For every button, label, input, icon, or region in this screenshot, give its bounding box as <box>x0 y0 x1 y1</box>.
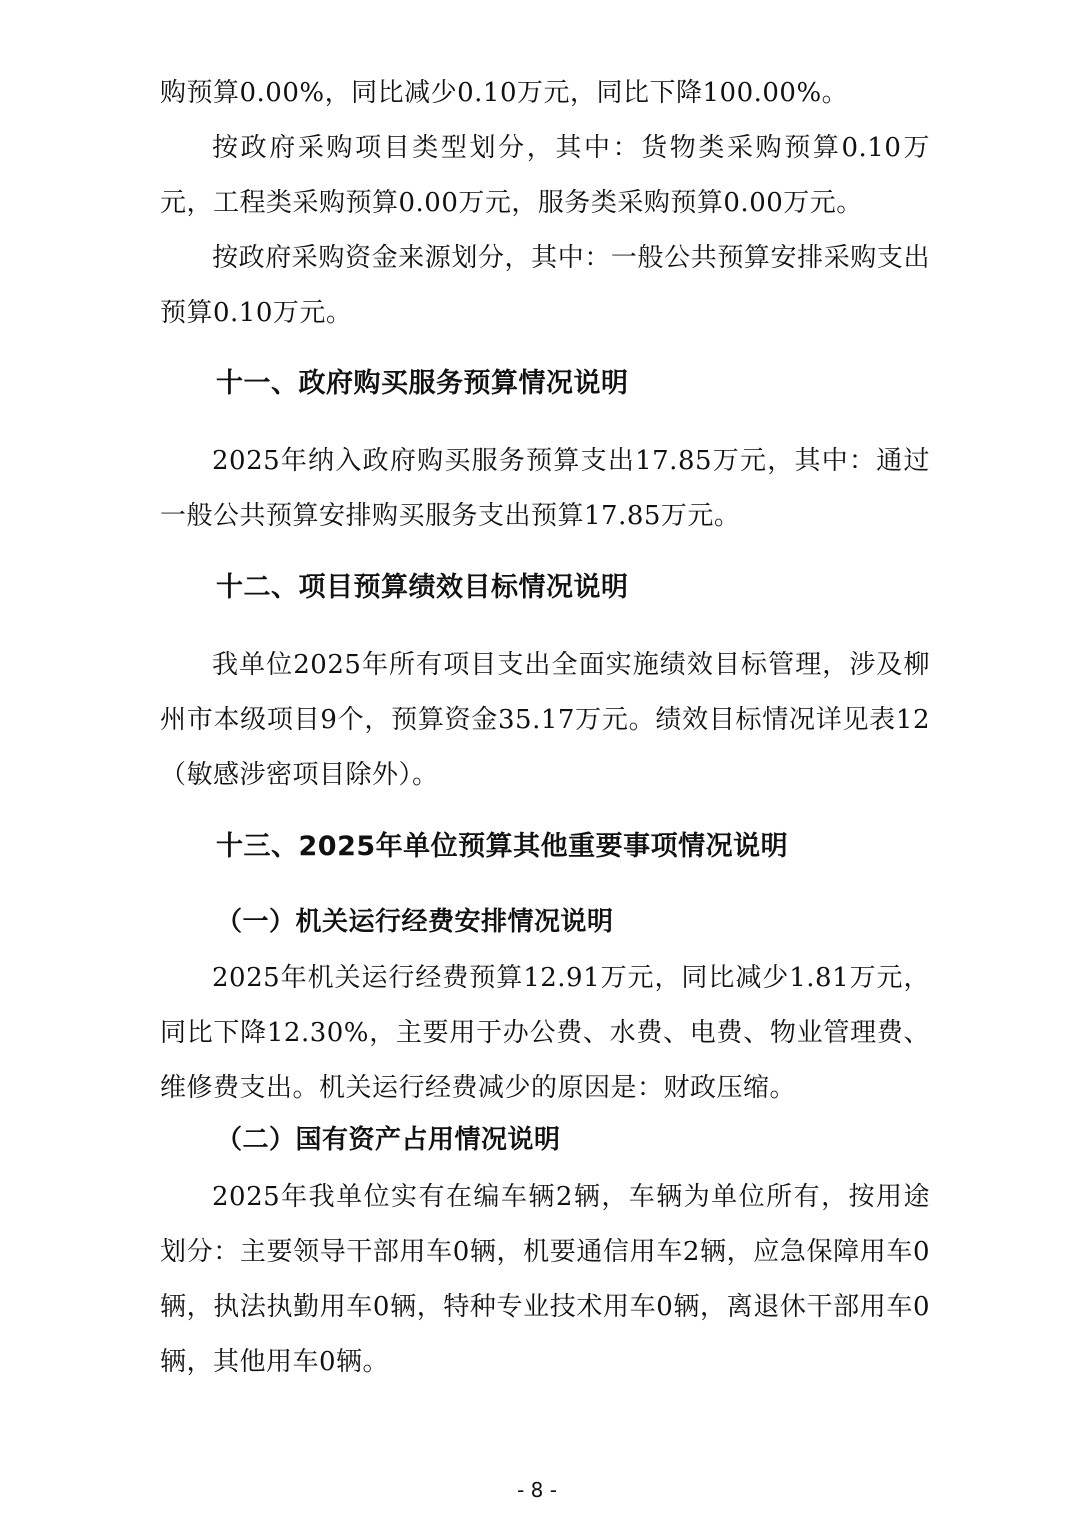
paragraph-procurement-by-type: 按政府采购项目类型划分，其中：货物类采购预算0.10万元，工程类采购预算0.00万元，服务类采购预算0.00万元。 <box>160 133 930 218</box>
section-heading-13: 十三、2025年单位预算其他重要事项情况说明 <box>216 831 789 862</box>
subsection-heading-2: （二）国有资产占用情况说明 <box>216 1125 561 1155</box>
paragraph-performance-goals: 我单位2025年所有项目支出全面实施绩效目标管理，涉及柳州市本级项目9个，预算资金35.17万元。绩效目标情况详见表12（敏感涉密项目除外）。 <box>160 650 930 790</box>
paragraph-operating-expenses: 2025年机关运行经费预算12.91万元，同比减少1.81万元，同比下降12.30%，主要用于办公费、水费、电费、物业管理费、维修费支出。机关运行经费减少的原因是：财政压缩。 <box>160 963 930 1103</box>
section-heading-12: 十二、项目预算绩效目标情况说明 <box>216 572 629 603</box>
paragraph-state-assets: 2025年我单位实有在编车辆2辆，车辆为单位所有，按用途划分：主要领导干部用车0辆，机要通信用车2辆，应急保障用车0辆，执法执勤用车0辆，特种专业技术用车0辆，离退休干部用车0辆，其他用车0辆。 <box>160 1182 930 1377</box>
paragraph-service-purchase: 2025年纳入政府购买服务预算支出17.85万元，其中：通过一般公共预算安排购买服务支出预算17.85万元。 <box>160 446 930 531</box>
subsection-heading-1: （一）机关运行经费安排情况说明 <box>216 907 614 937</box>
section-heading-11: 十一、政府购买服务预算情况说明 <box>216 368 629 399</box>
page-number: - 8 - <box>517 1478 557 1502</box>
paragraph-procurement-by-source: 按政府采购资金来源划分，其中：一般公共预算安排采购支出预算0.10万元。 <box>160 243 930 328</box>
paragraph-procurement-change: 购预算0.00%，同比减少0.10万元，同比下降100.00%。 <box>160 78 849 108</box>
